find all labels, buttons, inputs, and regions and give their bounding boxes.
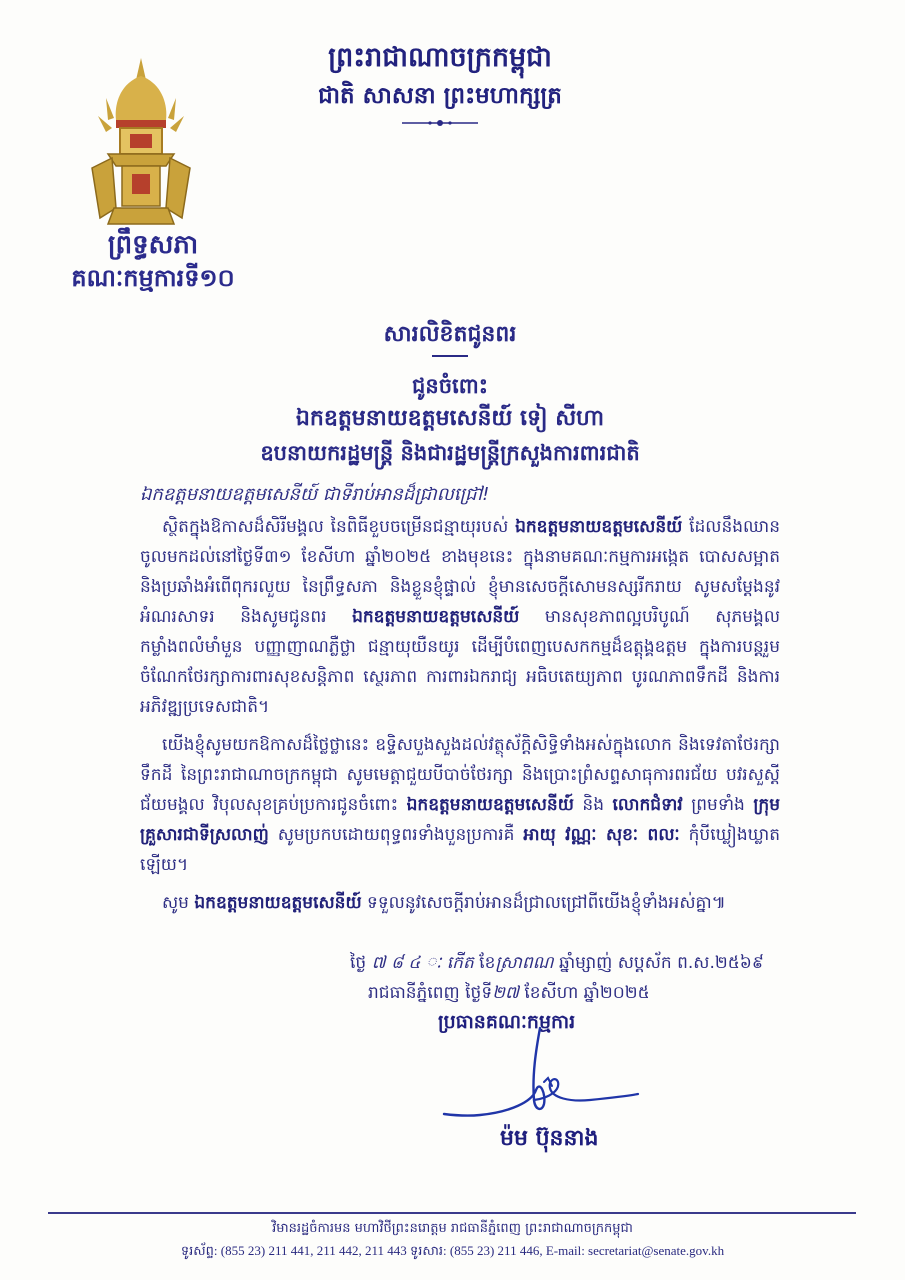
recipient-position: ឧបនាយករដ្ឋមន្ត្រី និងជារដ្ឋមន្ត្រីក្រសួងការពារជាតិ (260, 441, 640, 465)
salutation: ឯកឧត្តមនាយឧត្តមសេនីយ៍ ជាទីរាប់អានដ៏ជ្រាលជ្រៅ! (140, 484, 490, 505)
paragraph-2: យើងខ្ញុំសូមយកឱកាសដ៏ថ្លៃថ្លានេះ ឧទ្ទិសបួងសួងដល់វត្ថុស័ក្តិសិទ្ធិទាំងអស់ក្នុងលោក និងទេវតាថែរក្សាទឹកដី នៃព្រះរាជាណាចក្រកម្ពុជា សូមមេត្តាជួយបីបាច់ថែរក្សា និងប្រោះព្រំសព្ទសាធុការពរជ័យ បវរសួស្តី ជ័យមង្គល វិបុលសុខគ្រប់ប្រការជូនចំពោះ ឯកឧត្តមនាយឧត្តមសេនីយ៍ និង លោកជំទាវ ព្រមទាំង ក្រុមគ្រួសារជាទីស្រលាញ់ សូមប្រកបដោយពុទ្ធពរទាំងបួនប្រការគឺ អាយុ វណ្ណៈ សុខៈ ពលៈ កុំបីឃ្លៀងឃ្លាតឡើយ។ (140, 735, 781, 875)
to-label: ជូនចំពោះ (412, 374, 488, 398)
paragraph-1: ស្ថិតក្នុងឱកាសដ៏សិរីមង្គល នៃពិធីខួបចម្រើនជន្មាយុរបស់ ឯកឧត្តមនាយឧត្តមសេនីយ៍ ដែលនឹងឈានចូលមកដល់នៅថ្ងៃទី៣១ ខែសីហា ឆ្នាំ២០២៥ ខាងមុខនេះ ក្នុងនាមគណៈកម្មការអង្កេត បោសសម្អាត និងប្រឆាំងអំពើពុករលួយ នៃព្រឹទ្ធសភា និងខ្លួនខ្ញុំផ្ទាល់ ខ្ញុំមានសេចក្តីសោមនស្សរីករាយ សូមសម្តែងនូវអំណរសាទរ និងសូមជូនពរ ឯកឧត្តមនាយឧត្តមសេនីយ៍ មានសុខភាពល្អបរិបូណ៍ សុភមង្គល កម្លាំងពលំមាំមួន បញ្ញាញាណភ្លឺថ្លា ជន្មាយុយឺនយូរ ដើម្បីបំពេញបេសកកម្មដ៏ឧត្តុង្គឧត្តម ក្នុងការបន្តរួមចំណែកថែរក្សាការពារសុខសន្តិភាព ស្ថេរភាព ការពារឯករាជ្យ អធិបតេយ្យភាព បូរណភាពទឹកដី និងការអភិវឌ្ឍប្រទេសជាតិ។ (140, 517, 781, 717)
kingdom-header (290, 38, 590, 128)
phone-numbers: (855 23) 211 441, 211 442, 211 443 (217, 1243, 411, 1258)
document-title: សារលិខិតជូនពរ (383, 322, 517, 347)
date-block (350, 948, 770, 1008)
recipient-name: ឯកឧត្តមនាយឧត្តមសេនីយ៍ ទៀ សីហា (295, 406, 605, 431)
fax-email: (855 23) 211 446, E-mail: secretariat@senate.gov.kh (446, 1243, 725, 1258)
commission-name: គណៈកម្មការទី១០ (71, 264, 235, 292)
institution-name: ព្រឹទ្ធសភា (107, 230, 199, 260)
institution-block (58, 228, 248, 294)
kingdom-name: ព្រះរាជាណាចក្រកម្ពុជា (328, 42, 552, 73)
lunar-date: ថ្ងៃ ៧ ៨ ៤ ៈ កើត ខែស្រាពណ ឆ្នាំម្សាញ់ សប្តស័ក ព.ស.២៥៦៩ (350, 953, 764, 973)
closing-line: សូម ឯកឧត្តមនាយឧត្តមសេនីយ៍ ទទួលនូវសេចក្តីរាប់អានដ៏ជ្រាលជ្រៅពីយើងខ្ញុំទាំងអស់គ្នា៕ (162, 893, 726, 913)
signatory-title: ប្រធានគណៈកម្មការ (438, 1011, 576, 1033)
solar-date: រាជធានីភ្នំពេញ ថ្ងៃទី២៧ ខែសីហា ឆ្នាំ២០២៥ (368, 983, 650, 1003)
fax-label: ទូរសារ: (410, 1243, 447, 1258)
ornament-divider-icon (400, 118, 480, 128)
title-divider (432, 355, 468, 357)
letter-body (140, 480, 780, 918)
recipient-block (150, 370, 750, 470)
footer-address: វិមានរដ្ឋចំការមន មហាវិថីព្រះនរោត្តម រាជធានីភ្នំពេញ ព្រះរាជាណាចក្រកម្ពុជា (272, 1221, 633, 1236)
national-motto: ជាតិ សាសនា ព្រះមហាក្សត្រ (318, 83, 562, 109)
footer-divider (48, 1212, 856, 1214)
phone-label: ទូរស័ព្ទ: (180, 1243, 218, 1258)
senate-emblem-icon (86, 58, 196, 228)
signatory-name: ម៉ម ប៊ុននាង (500, 1126, 599, 1151)
footer-contact (100, 1240, 805, 1262)
handwritten-signature (440, 1020, 640, 1130)
footer (100, 1218, 805, 1262)
